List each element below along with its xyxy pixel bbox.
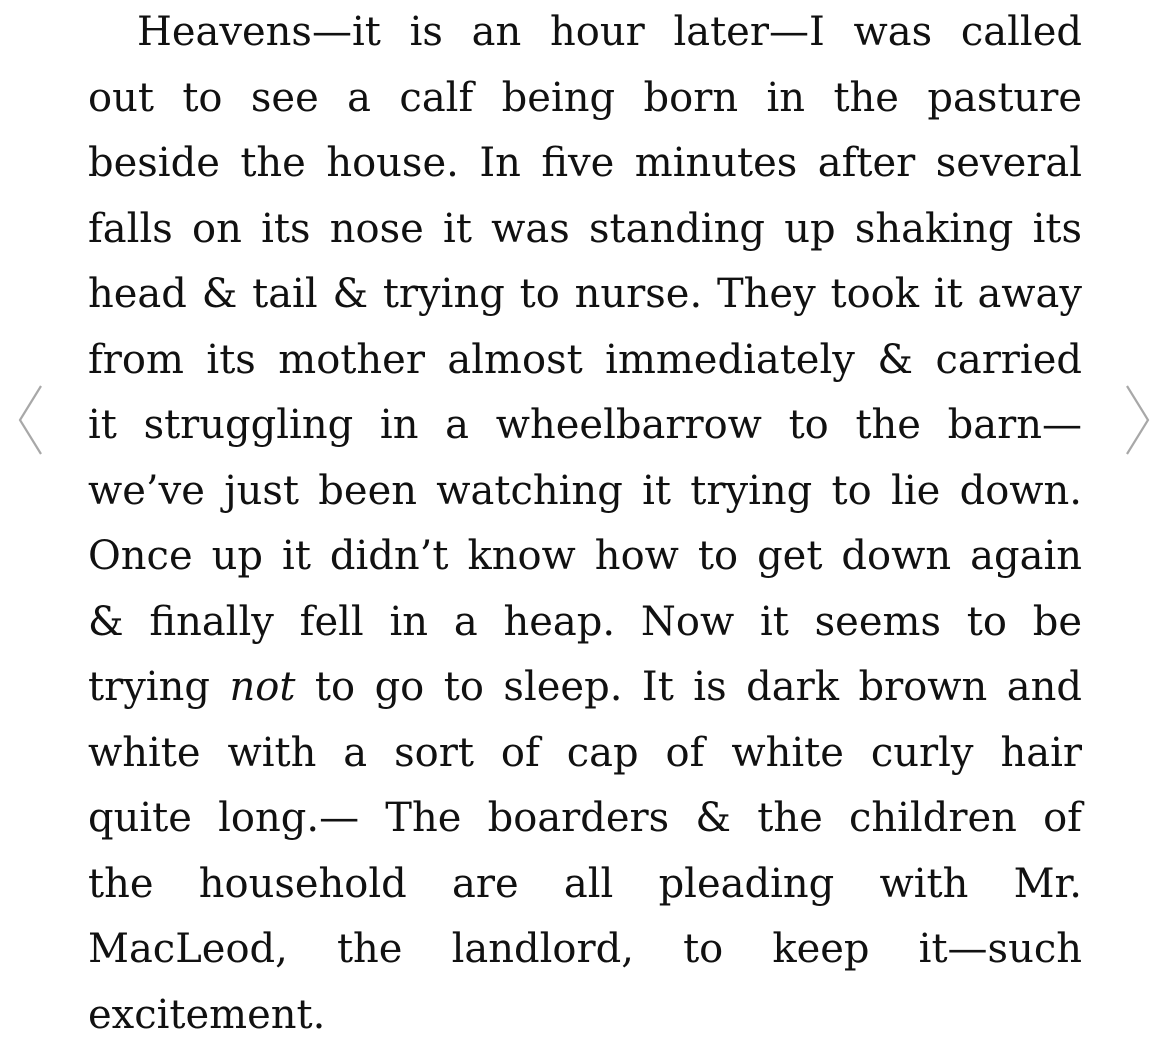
text-segment: trying	[88, 664, 229, 710]
text-line: head & tail & trying to nurse. They took it away	[88, 262, 1082, 328]
text-line: MacLeod, the landlord, to keep it—such	[88, 917, 1082, 983]
text-line: Once up it didn’t know how to get down again	[88, 524, 1082, 590]
text-line: falls on its nose it was standing up shaking its	[88, 197, 1082, 263]
text-line: from its mother almost immediately & carried	[88, 328, 1082, 394]
text-line: Heavens—it is an hour later—I was called	[88, 0, 1082, 66]
text-line: we’ve just been watching it trying to lie down.	[88, 459, 1082, 525]
italic-word: not	[229, 664, 295, 710]
text-segment: to go to sleep. It is dark brown and	[295, 664, 1082, 710]
text-line: quite long.— The boarders & the children of	[88, 786, 1082, 852]
chevron-right-icon	[1124, 384, 1152, 456]
book-text	[88, 0, 1082, 1048]
next-page-button[interactable]	[1124, 384, 1152, 456]
text-line: beside the house. In five minutes after several	[88, 131, 1082, 197]
previous-page-button[interactable]	[16, 384, 44, 456]
text-line	[88, 655, 1082, 721]
text-line: white with a sort of cap of white curly hair	[88, 721, 1082, 787]
text-line: the household are all pleading with Mr.	[88, 852, 1082, 918]
text-line: excitement.	[88, 983, 1082, 1048]
text-line: out to see a calf being born in the pasture	[88, 66, 1082, 132]
chevron-left-icon	[16, 384, 44, 456]
text-line: it struggling in a wheelbarrow to the barn—	[88, 393, 1082, 459]
text-line: & finally fell in a heap. Now it seems to be	[88, 590, 1082, 656]
